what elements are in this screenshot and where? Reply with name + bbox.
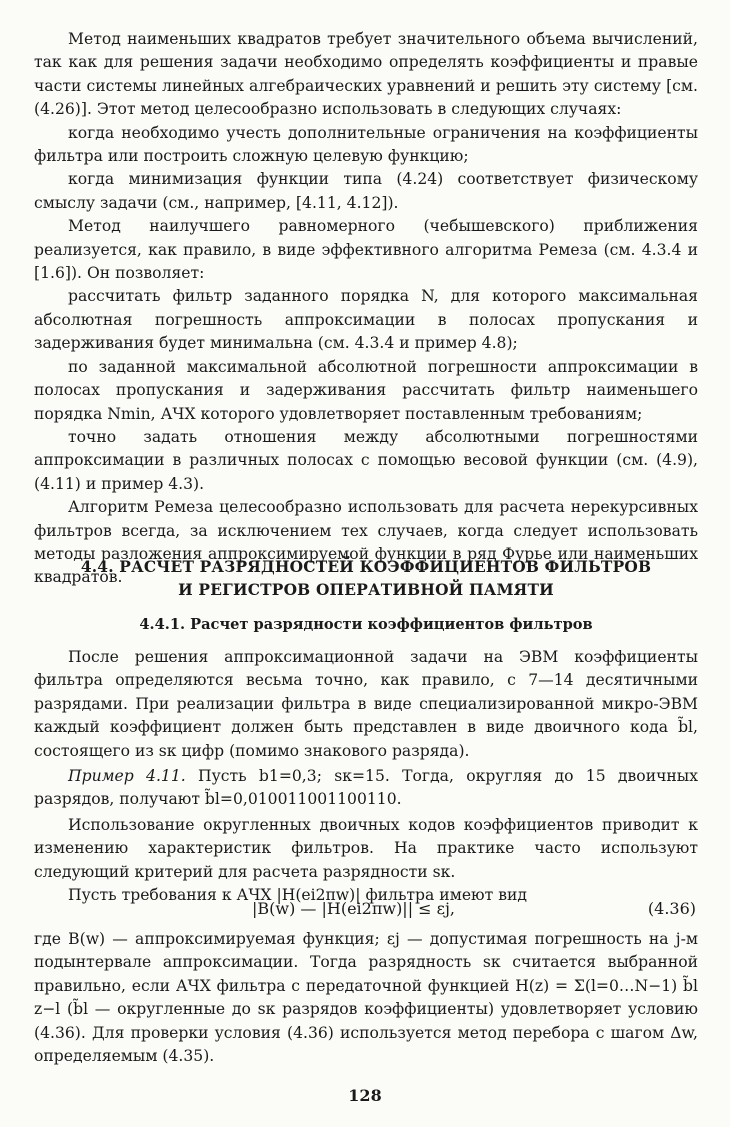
section-heading-line1: 4.4. РАСЧЕТ РАЗРЯДНОСТЕЙ КОЭФФИЦИЕНТОВ ФИЛЬТРОВ xyxy=(80,558,652,576)
paragraph-rounding: Использование округленных двоичных кодов коэффициентов приводит к изменению характеристик фильтров. На практике часто используют следующий критерий для расчета разрядности sк. xyxy=(34,815,698,881)
equation-number: (4.36) xyxy=(647,899,696,918)
paragraph-remez-intro: Метод наилучшего равномерного (чебышевского) приближения реализуется, как правило, в виде эффективного алгоритма Ремеза (см. 4.3.4 и [1.6]). Он позволяет: xyxy=(34,217,698,283)
body-text-block xyxy=(34,646,698,907)
paragraph-least-squares: Метод наименьших квадратов требует значительного объема вычислений, так как для решения задачи необходимо определять коэффициенты и правые части системы линейных алгебраических уравнений и решить эту систему [см. (4.26)]. Этот метод целесообразно использовать в следующих случаях: xyxy=(34,30,698,119)
paragraph-remez-usage: Алгоритм Ремеза целесообразно использовать для расчета нерекурсивных фильтров всегда, за исключением тех случаев, когда следует использовать методы разложения аппроксимируемой функции в ряд Фурье или наименьших квадратов. xyxy=(34,498,698,587)
paragraph-case-constraints: когда необходимо учесть дополнительные ограничения на коэффициенты фильтра или построить сложную целевую функцию; xyxy=(34,123,698,166)
example-4-11 xyxy=(34,765,698,812)
intro-text-block xyxy=(34,28,698,590)
section-heading xyxy=(34,556,698,602)
paragraph-case-minimization: когда минимизация функции типа (4.24) соответствует физическому смыслу задачи (см., например, [4.11, 4.12]). xyxy=(34,170,698,212)
paragraph-where: где B(w) — аппроксимируемая функция; εj — допустимая погрешность на j-м подынтервале аппроксимации. Тогда разрядность sк считается выбранной правильно, если АЧХ фильтра с передаточной функцией H(z) = Σ(l=0…N−1) b̃l z−l (b̃l — округленные до sк разрядов коэффициенты) удовлетворяет условию (4.36). Для проверки условия (4.36) используется метод перебора с шагом Δw, определяемым (4.35). xyxy=(34,930,698,1066)
example-text: Пусть b1=0,3; sк=15. Тогда, округляя до 15 двоичных разрядов, получают b̃l=0,010011001100110. xyxy=(34,767,698,809)
paragraph-requirements: Пусть требования к АЧХ |H(ei2πw)| фильтра имеют вид xyxy=(68,886,527,905)
closing-text-block xyxy=(34,928,698,1068)
subsection-heading: 4.4.1. Расчет разрядности коэффициентов фильтров xyxy=(139,616,593,633)
equation-formula: |B(w) — |H(ei2πw)|| ≤ εj, xyxy=(252,899,455,918)
paragraph-remez-order: рассчитать фильтр заданного порядка N, для которого максимальная абсолютная погрешность аппроксимации в полосах пропускания и задерживания будет минимальна (см. 4.3.4 и пример 4.8); xyxy=(34,287,698,353)
example-label: Пример 4.11. xyxy=(68,767,186,786)
paragraph-coefficients: После решения аппроксимационной задачи на ЭВМ коэффициенты фильтра определяются весьма точно, как правило, с 7—14 десятичными разрядами. При реализации фильтра в виде специализированной микро-ЭВМ каждый коэффициент должен быть представлен в виде двоичного кода b̃l, состоящего из sк цифр (помимо знакового разряда). xyxy=(34,648,698,760)
paragraph-remez-weight: точно задать отношения между абсолютными погрешностями аппроксимации в различных полосах с помощью весовой функции (см. (4.9), (4.11) и пример 4.3). xyxy=(34,427,698,493)
paragraph-remez-nmin: по заданной максимальной абсолютной погрешности аппроксимации в полосах пропускания и задерживания рассчитать фильтр наименьшего порядка Nmin, АЧХ которого удовлетворяет поставленным требованиям; xyxy=(34,357,698,423)
page-number: 128 xyxy=(348,1086,382,1105)
section-heading-line2: И РЕГИСТРОВ ОПЕРАТИВНОЙ ПАМЯТИ xyxy=(178,581,554,599)
equation-4-36 xyxy=(34,899,698,927)
